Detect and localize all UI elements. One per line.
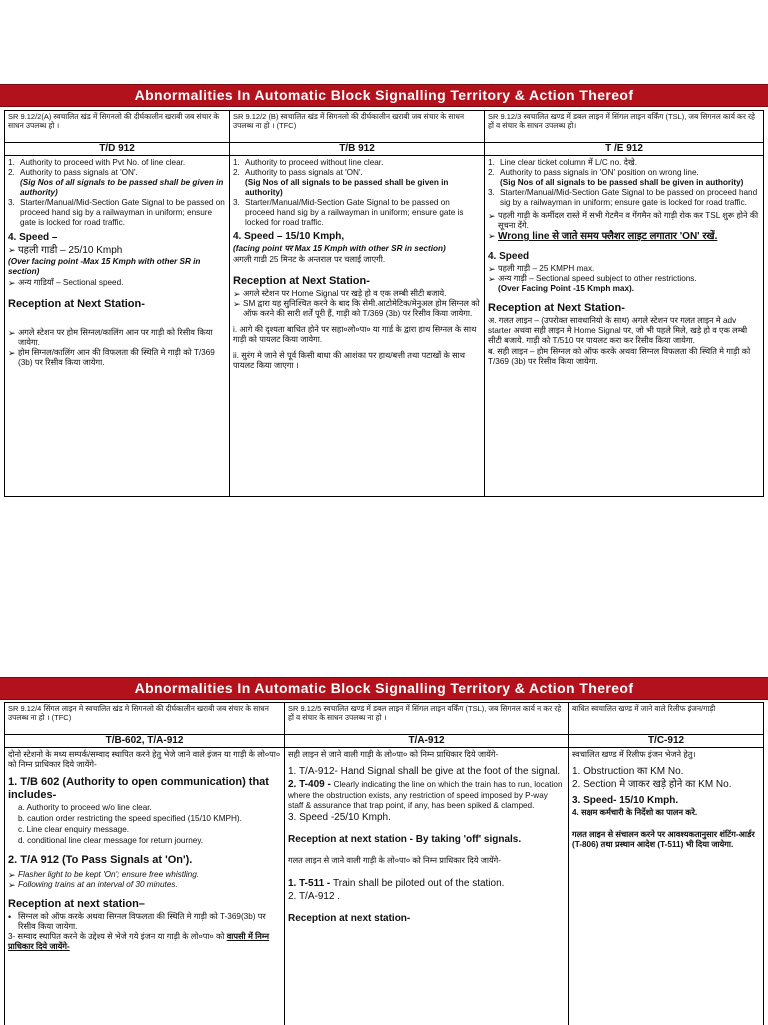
instruction-text: Clearly indicating the line on which the train has to run, location where the obstruction exists, any restriction of speed imposed by P-way staff & assurance that trap point, if any, has been spiked & clamped. xyxy=(288,780,563,810)
reception-heading: Reception at Next Station- xyxy=(8,298,145,310)
instruction-text: गलत लाइन से संचालन करने पर आवश्यकतानुसार शंटिंग-आर्डर (T-806) तथा प्रस्थान आदेश (T-511) भी दिया जायेगा. xyxy=(572,830,755,849)
speed-line: पहली गाड़ी – 25 KMPH max. xyxy=(498,264,595,273)
reception-text: SM द्वारा यह सुनिश्चित करने के बाद कि सेमी.आटोमेटिक/मेनुअल होम सिग्नल को ऑफ करने की सारी शर्तें पूरी हैं, गाड़ी को T/369 (3b) पर रिसीव किया जायेगा. xyxy=(243,299,480,318)
list-item: Authority to pass signals at 'ON'. xyxy=(245,168,363,177)
reception-text: ii. सुरंग मे जाने से पूर्व किसी बाधा की आशंका पर हाथ/बत्ती तथा पटाखों के साथ पायलट किया जाएगा । xyxy=(233,351,466,370)
authority-heading: 1. T/B 602 (Authority to open communication) that includes- xyxy=(8,776,269,801)
table-bottom-border xyxy=(4,496,764,497)
page-title-2: Abnormalities In Automatic Block Signalling Territory & Action Thereof xyxy=(0,677,768,700)
list-item: Starter/Manual/Mid-Section Gate Signal to be passed on proceed hand sig by a railwayman in uniform; ensure gate is locked for road traffic. xyxy=(245,198,464,227)
list-item: Authority to proceed without line clear. xyxy=(245,158,384,167)
speed-line: अन्य गाडियाँ – Sectional speed. xyxy=(18,278,124,287)
speed-line: 3. Speed -25/10 Kmph. xyxy=(288,812,391,823)
speed-line: 3. Speed- 15/10 Kmph. xyxy=(572,795,679,806)
speed-note: (facing point पर Max 15 Kmph with other SR in section) xyxy=(233,244,446,253)
rule-header: SR 9.12/2(A) स्वचालित खंड में सिगनलो की दीर्घकालीन खराबी जब संचार के साधन उपलब्ध हो । xyxy=(8,112,220,130)
reception-heading: Reception at Next Station- xyxy=(488,302,625,314)
speed-heading: 4. Speed – 15/10 Kmph, xyxy=(233,231,345,242)
reception-text: वापसी में निम्न प्राधिकार दिये जायेंगे- xyxy=(8,932,270,951)
instruction-text: Train shall be piloted out of the station. xyxy=(333,878,505,889)
list-item: (Sig Nos of all signals to be passed shall be given in authority) xyxy=(20,178,224,197)
form-code: T/B 912 xyxy=(230,142,484,156)
instruction-text: पहली गाड़ी के कर्मीदल रास्ते में सभी गेटमैन व गेंगमैन को गाड़ी रोक कर TSL शुरू होने की सूचना देंगे. xyxy=(498,211,759,230)
list-item: Starter/Manual/Mid-Section Gate Signal to be passed on proceed hand sig by a railwayman in uniform; ensure gate is locked for road traffic. xyxy=(500,188,758,207)
list-item: (Sig Nos of all signals to be passed shall be given in authority) xyxy=(245,178,449,197)
rule-header: SR 9.12/4 सिंगल लाइन मे स्वचालित खंड मे सिगनलो की दीर्घकालीन खराबी जब संचार के साधन उपलब्ध ना हो । (TFC) xyxy=(8,704,269,722)
form-code: T/C-912 xyxy=(569,734,763,748)
form-code: T/A-912 xyxy=(285,734,568,748)
reception-text: अ. गलत लाइन – (उपरोक्त सावधानियो के साथ) अगले स्टेशन पर गलत लाइन मे adv starter अथवा सही लाइन मे Home Signal पर, जो भी पहले मिले, खड़े हो व एक लम्बी सीटी बजाये. गाड़ी को T/510 पर पायलट करा कर रिसीव किया जायेगा. xyxy=(488,316,748,345)
list-item: Authority to proceed with Pvt No. of line clear. xyxy=(20,158,186,167)
form-code: T/B-602, T/A-912 xyxy=(5,734,284,748)
reception-heading: Reception at next station- xyxy=(288,913,411,924)
instruction-text: 4. सक्षम कर्मचारी के निर्देशो का पालन करे. xyxy=(572,808,698,817)
intro-text: सही लाइन से जाने वाली गाड़ी के लो०पा० को निम्न प्राधिकार दिये जायेंगे- xyxy=(288,750,499,759)
reception-text: अगले स्टेशन पर होम सिग्नल/कालिंग आन पर गाड़ी को रिसीव किया जायेगा. xyxy=(18,328,213,347)
list-item: Authority to pass signals at 'ON'. xyxy=(20,168,138,177)
rule-header: SR 9.12/3 स्वचालित खण्ड में डबल लाइन में सिंगल लाइन वर्किंग (TSL), जब सिगनल कार्य कर रहे हों व संचार के साधन उपलब्ध हो। xyxy=(488,112,756,130)
form-code: T/D 912 xyxy=(5,142,229,156)
instruction-text: 1. Obstruction का KM No. xyxy=(572,766,684,777)
list-item: Starter/Manual/Mid-Section Gate Signal to be passed on proceed hand sig by a railwayman in uniform; ensure gate is locked for road traffic. xyxy=(20,198,225,227)
intro-text: दोनो स्टेशनो के मध्य सम्पर्क/सम्वाद स्थापित करने हेतु भेजे जाने वाले इंजन या गाड़ी के लो०पा० को निम्न प्राधिकार दिये जायेंगे- xyxy=(8,750,281,769)
speed-line: अन्य गाड़ी – Sectional speed subject to other restrictions. xyxy=(498,274,697,283)
reception-heading: Reception at Next Station- xyxy=(233,275,370,287)
column-tb602: SR 9.12/4 सिंगल लाइन मे स्वचालित खंड मे सिगनलो की दीर्घकालीन खराबी जब संचार के साधन उपलब्ध ना हो । (TFC) T/B-602, T/A-912 दोनो स्टेशनो के मध्य सम्पर्क/सम्वाद स्थापित करने हेतु भेजे जाने वाले इंजन या गाड़ी के लो०पा० को निम्न प्राधिकार दिये जायेंगे- 1. T/B 602 (Authority to open communication) that includes- a. Authority to proceed w/o line clear. b. caution order restricting the speed specified (15/10 KMPH). c. Line clear enquiry message. d. conditional line clear message for return journey. 2. T/A 912 (To Pass Signals at 'On'). ➢ Flasher light to be kept 'On'; ensure free whistling. ➢ Following trains at an interval of 30 minutes. Reception at next station– • सिग्नल को ऑफ करके अथवा सिग्नल विफलता की स्थिति मे गाड़ी को T-369(3b) पर रिसीव किया जायेगा. 3- सम्वाद स्थापित करने के उद्देश्य से भेजे गये इंजन या गाड़ी के लो०पा० को वापसी में निम्न प्राधिकार दिये जायेंगे- xyxy=(4,703,284,1025)
list-item: Authority to pass signals in 'ON' position on wrong line. xyxy=(500,168,699,177)
speed-note: (Over facing point -Max 15 Kmph with other SR in section) xyxy=(8,257,201,276)
instruction-text: 1. T/A-912- Hand Signal shall be give at the foot of the signal. xyxy=(288,766,561,777)
instruction-text: 2. T-409 - xyxy=(288,779,334,790)
rule-header: SR 9.12/2 (B) स्वचालित खंड में सिगनलो की दीर्घकालीन खराबी जब संचार के साधन उपलब्ध ना हो । (TFC) xyxy=(233,112,465,130)
speed-note: (Over Facing Point -15 Kmph max). xyxy=(498,284,635,293)
instruction-text: 2. T/A-912 . xyxy=(288,891,341,902)
reception-text: i. आगे की दृश्यता बाधित होने पर सहा०लो०पा० या गार्ड के द्वारा हाथ सिग्नल के साथ गाड़ी को पायलट किया जायेगा. xyxy=(233,325,477,344)
speed-line: पहली गाडी – 25/10 Kmph xyxy=(18,245,123,256)
speed-heading: 4. Speed xyxy=(488,251,530,262)
list-item: Line clear ticket column में L/C no. देखे. xyxy=(500,158,637,167)
column-ta912 xyxy=(284,703,568,1025)
reception-text: 3- सम्वाद स्थापित करने के उद्देश्य से भेजे गये इंजन या गाड़ी के लो०पा० को xyxy=(8,932,227,941)
rules-table-1 xyxy=(4,110,764,497)
list-item: c. Line clear enquiry message. xyxy=(18,825,130,834)
list-item: (Sig Nos of all signals to be passed shall be given in authority) xyxy=(500,178,744,187)
instruction-text: 2. Section मे जाकर खड़े होने का KM No. xyxy=(572,779,732,790)
instruction-text: Wrong line से जाते समय फ्लैशर लाइट लगातार 'ON' रखें. xyxy=(498,231,718,242)
reception-heading: Reception at next station– xyxy=(8,898,145,910)
list-item: d. conditional line clear message for return journey. xyxy=(18,836,204,845)
column-tb912: SR 9.12/2 (B) स्वचालित खंड में सिगनलो की दीर्घकालीन खराबी जब संचार के साधन उपलब्ध ना हो । (TFC) T/B 912 1. Authority to proceed without line clear. 2. Authority to pass signals at 'ON'. (Sig Nos of all signals to be passed shall be given in authority) 3. Starter/Manual/Mid-Section Gate Signal to be passed on proceed hand sig by a railwayman in uniform; ensure gate is locked for road traffic. 4. Speed – 15/10 Kmph, (facing point पर Max 15 Kmph with other SR in section) अगली गाडी 25 मिनट के अन्तराल पर चलाई जाएगी. Reception at Next Station- ➢ अगले स्टेशन पर Home Signal पर खड़े हो व एक लम्बी सीटी बजाये. ➢ SM द्वारा यह सुनिश्चित करने के बाद कि सेमी.आटोमेटिक/मेनुअल होम सिग्नल को ऑफ करने की सारी शर्तें पूरी हैं, गाड़ी को T/369 (3b) पर रिसीव किया जायेगा. i. आगे की दृश्यता बाधित होने पर सहा०लो०पा० या गार्ड के द्वारा हाथ सिग्नल के साथ गाड़ी को पायलट किया जायेगा. ii. सुरंग मे जाने से पूर्व किसी बाधा की आशंका पर हाथ/बत्ती तथा पटाखों के साथ पायलट किया जाएगा । xyxy=(229,111,484,497)
column-te912: SR 9.12/3 स्वचालित खण्ड में डबल लाइन में सिंगल लाइन वर्किंग (TSL), जब सिगनल कार्य कर रहे हों व संचार के साधन उपलब्ध हो। T /E 912 1. Line clear ticket column में L/C no. देखे. 2. Authority to pass signals in 'ON' position on wrong line. (Sig Nos of all signals to be passed shall be given in authority) 3. Starter/Manual/Mid-Section Gate Signal to be passed on proceed hand sig by a railwayman in uniform; ensure gate is locked for road traffic. ➢ पहली गाड़ी के कर्मीदल रास्ते में सभी गेटमैन व गेंगमैन को गाड़ी रोक कर TSL शुरू होने की सूचना देंगे. ➢ Wrong line से जाते समय फ्लैशर लाइट लगातार 'ON' रखें. 4. Speed ➢ पहली गाड़ी – 25 KMPH max. ➢ अन्य गाड़ी – Sectional speed subject to other restrictions. (Over Facing Point -15 Kmph max). Reception at Next Station- अ. गलत लाइन – (उपरोक्त सावधानियो के साथ) अगले स्टेशन पर गलत लाइन मे adv starter अथवा सही लाइन मे Home Signal पर, जो भी पहले मिले, खड़े हो व एक लम्बी सीटी बजाये. गाड़ी को T/510 पर पायलट करा कर रिसीव किया जायेगा. ब. सही लाइन – होम सिग्नल को ऑफ करके अथवा सिग्नल विफलता की स्थिति मे गाड़ी को T/369 (3b) पर रिसीव किया जायेगा. xyxy=(484,111,764,497)
rule-header: SR 9.12/5 स्वचालित खण्ड में डबल लाइन में सिंगल लाइन वर्किंग (TSL), जब सिगनल कार्य न कर रहे हों व संचार के साधन उपलब्ध ना हो । xyxy=(288,704,562,722)
rules-table-2 xyxy=(4,702,764,1025)
reception-heading: Reception at next station - By taking 'off' signals. xyxy=(288,834,522,845)
list-item: a. Authority to proceed w/o line clear. xyxy=(18,803,152,812)
reception-text: अगले स्टेशन पर Home Signal पर खड़े हो व एक लम्बी सीटी बजाये. xyxy=(243,289,447,298)
column-td912: SR 9.12/2(A) स्वचालित खंड में सिगनलो की दीर्घकालीन खराबी जब संचार के साधन उपलब्ध हो । T/D 912 1. Authority to proceed with Pvt No. of line clear. 2. Authority to pass signals at 'ON'. (Sig Nos of all signals to be passed shall be given in authority) 3. Starter/Manual/Mid-Section Gate Signal to be passed on proceed hand sig by a railwayman in uniform; ensure gate is locked for road traffic. 4. Speed – ➢ पहली गाडी – 25/10 Kmph (Over facing point -Max 15 Kmph with other SR in section) ➢ अन्य गाडियाँ – Sectional speed. Reception at Next Station- ➢ अगले स्टेशन पर होम सिग्नल/कालिंग आन पर गाड़ी को रिसीव किया जायेगा. ➢ होम सिग्नल/कालिंग आन की विफलता की स्थिति मे गाड़ी को T/369 (3b) पर रिसीव किया जायेगा. xyxy=(4,111,229,497)
list-item: b. caution order restricting the speed specified (15/10 KMPH). xyxy=(18,814,242,823)
list-item: Following trains at an interval of 30 minutes. xyxy=(18,880,178,889)
reception-text: सिग्नल को ऑफ करके अथवा सिग्नल विफलता की स्थिति मे गाड़ी को T-369(3b) पर रिसीव किया जायेगा. xyxy=(18,912,266,931)
instruction-text: 1. T-511 - xyxy=(288,878,334,889)
list-item: Flasher light to be kept 'On'; ensure free whistling. xyxy=(18,870,200,879)
rule-header: बाधित स्वचालित खण्ड में जाने वाले रिलीफ इंजन/गाड़ी xyxy=(572,704,716,713)
reception-text: ब. सही लाइन – होम सिग्नल को ऑफ करके अथवा सिग्नल विफलता की स्थिति मे गाड़ी को T/369 (3b) पर रिसीव किया जायेगा. xyxy=(488,347,751,366)
speed-line: अगली गाडी 25 मिनट के अन्तराल पर चलाई जाएगी. xyxy=(233,255,386,264)
authority-heading: 2. T/A 912 (To Pass Signals at 'On'). xyxy=(8,854,193,866)
page-title-1: Abnormalities In Automatic Block Signalling Territory & Action Thereof xyxy=(0,84,768,107)
column-tc912 xyxy=(568,703,764,1025)
reception-text: होम सिग्नल/कालिंग आन की विफलता की स्थिति मे गाड़ी को T/369 (3b) पर रिसीव किया जायेगा. xyxy=(18,348,215,367)
form-code: T /E 912 xyxy=(485,142,763,156)
speed-heading: 4. Speed – xyxy=(8,232,58,243)
intro-text: स्वचालित खण्ड में रिलीफ इंजन भेजने हेतु। xyxy=(572,750,696,759)
intro-text: गलत लाइन से जाने वाली गाड़ी के लो०पा० को निम्न प्राधिकार दिये जायेंगे- xyxy=(288,856,502,865)
